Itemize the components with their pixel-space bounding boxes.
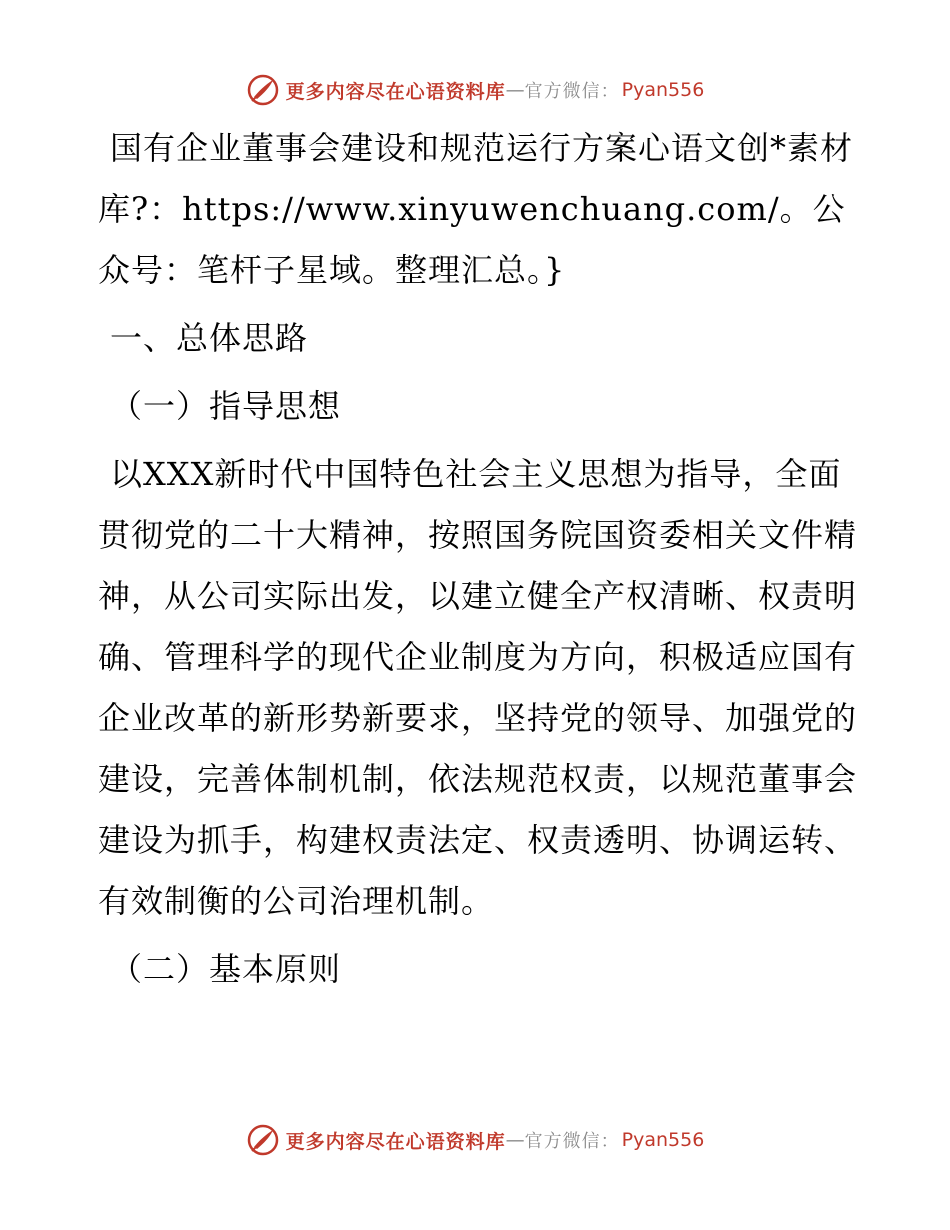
banner-wechat-id: Pyan556 bbox=[621, 79, 705, 101]
banner-separator: — bbox=[505, 79, 525, 101]
banner-wechat-label: 官方微信： bbox=[524, 81, 620, 102]
banner-site-text: 更多内容尽在心语资料库 bbox=[285, 1130, 506, 1153]
banner-wechat-id: Pyan556 bbox=[621, 1129, 705, 1151]
quill-pen-logo-icon bbox=[246, 1123, 280, 1157]
document-body bbox=[98, 118, 858, 1000]
section-heading-overall-approach: 一、总体思路 bbox=[110, 319, 309, 357]
banner-separator: — bbox=[505, 1129, 525, 1151]
footer-banner bbox=[0, 1120, 950, 1160]
banner-wechat-label: 官方微信： bbox=[524, 1131, 620, 1152]
banner-site-text: 更多内容尽在心语资料库 bbox=[285, 80, 506, 103]
subsection-heading-guiding-thought: （一）指导思想 bbox=[110, 387, 342, 425]
intro-paragraph: 国有企业董事会建设和规范运行方案心语文创*素材库?：https://www.xinyuwenchuang.com/。公众号：笔杆子星域。整理汇总。} bbox=[98, 129, 854, 289]
subsection-heading-basic-principles: （二）基本原则 bbox=[110, 950, 342, 988]
header-banner bbox=[0, 70, 950, 110]
guiding-thought-paragraph: 以XXX新时代中国特色社会主义思想为指导，全面贯彻党的二十大精神，按照国务院国资委相关文件精神，从公司实际出发，以建立健全产权清晰、权责明确、管理科学的现代企业制度为方向，积极适应国有企业改革的新形势新要求，坚持党的领导、加强党的建设，完善体制机制，依法规范权责，以规范董事会建设为抓手，构建权责法定、权责透明、协调运转、有效制衡的公司治理机制。 bbox=[98, 455, 858, 920]
quill-pen-logo-icon bbox=[246, 73, 280, 107]
